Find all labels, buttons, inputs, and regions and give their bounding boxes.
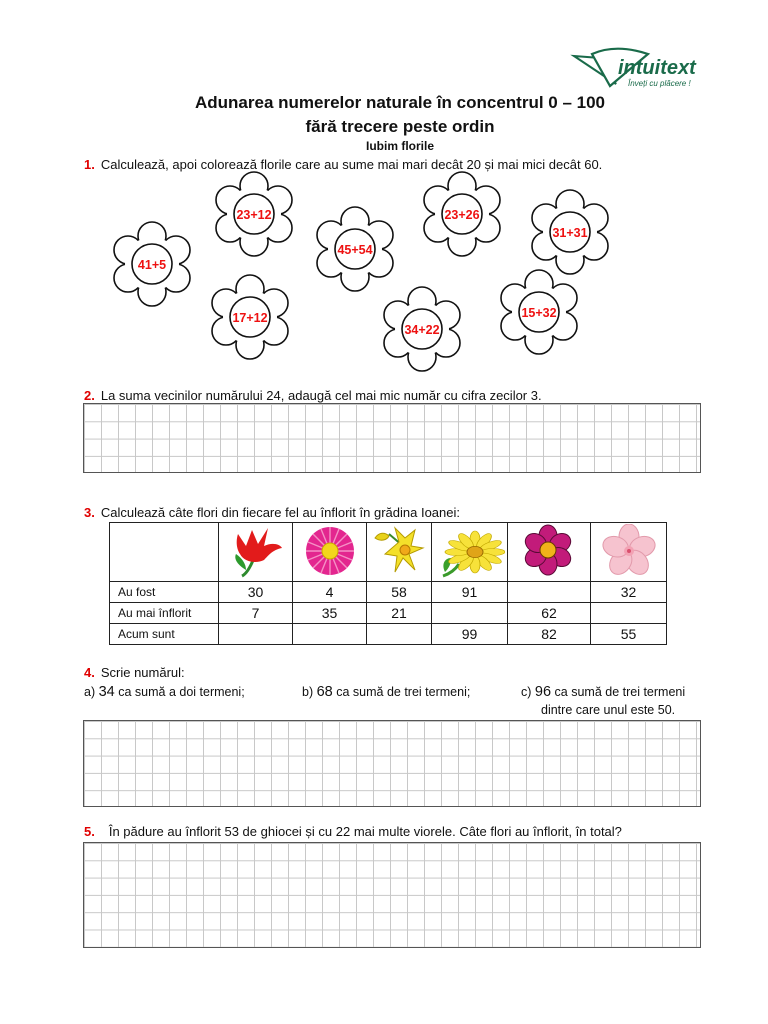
table-cell[interactable]: 21 — [367, 603, 432, 624]
table-cell[interactable] — [367, 624, 432, 645]
table-cell[interactable]: 30 — [219, 582, 293, 603]
zinnia-icon — [514, 524, 584, 578]
table-row-au-mai-inflorit — [110, 603, 667, 624]
worksheet-subtitle: Iubim florile — [365, 139, 434, 153]
table-cell[interactable] — [591, 603, 667, 624]
flower-4-expression: 41+5 — [137, 258, 167, 272]
table-cell[interactable] — [508, 582, 591, 603]
table-cell[interactable]: 91 — [432, 582, 508, 603]
table-cell[interactable] — [293, 624, 367, 645]
flower-7-expression: 34+22 — [404, 323, 440, 337]
part-a-number: 34 — [98, 684, 115, 700]
part-c-number: 96 — [534, 684, 552, 700]
flower-8[interactable] — [501, 270, 577, 354]
row-label: Au fost — [110, 582, 219, 603]
table-cell[interactable]: 35 — [293, 603, 367, 624]
flower-1[interactable] — [216, 172, 292, 256]
zinnia-cell — [508, 523, 591, 582]
task4-text: Scrie numărul: — [100, 665, 185, 680]
flower-3[interactable] — [532, 190, 608, 274]
flower-8-expression: 15+32 — [521, 306, 557, 320]
task4-part-c — [521, 684, 685, 700]
flower-6-expression: 17+12 — [232, 311, 268, 325]
task2-answer-grid[interactable] — [83, 403, 701, 473]
task2-text: La suma vecinilor numărului 24, adaugă cel mai mic număr cu cifra zecilor 3. — [100, 388, 542, 403]
task3-statement — [84, 505, 460, 520]
flower-2[interactable] — [424, 172, 500, 256]
flower-3-expression: 31+31 — [552, 226, 588, 240]
table-row-acum-sunt — [110, 624, 667, 645]
title-line2: fără trecere peste ordin — [305, 117, 495, 136]
daffodil-cell — [367, 523, 432, 582]
task4-part-b — [302, 684, 470, 700]
tulip-cell — [219, 523, 293, 582]
flowers-table — [109, 522, 667, 645]
row-label: Acum sunt — [110, 624, 219, 645]
table-corner-cell — [110, 523, 219, 582]
part-a-text: ca sumă a doi termeni; — [118, 685, 245, 699]
logo-text: intuitext — [618, 57, 696, 79]
flower-5[interactable] — [317, 207, 393, 291]
daisy-icon — [435, 524, 505, 578]
table-cell[interactable]: 4 — [293, 582, 367, 603]
table-cell[interactable]: 58 — [367, 582, 432, 603]
part-b-prefix: b) — [302, 685, 314, 699]
daisy-cell — [432, 523, 508, 582]
part-b-text: ca sumă de trei termeni; — [336, 685, 471, 699]
part-c-text: ca sumă de trei termeni — [554, 685, 686, 699]
row-label: Au mai înflorit — [110, 603, 219, 624]
flower-2-expression: 23+26 — [444, 208, 480, 222]
tulip-icon — [224, 524, 288, 578]
task2-statement — [84, 388, 542, 403]
table-cell[interactable]: 82 — [508, 624, 591, 645]
task1-text: Calculează, apoi colorează florile care au sume mai mari decât 20 și mai mici decât 60. — [100, 157, 603, 172]
part-b-number: 68 — [316, 684, 333, 700]
task4-part-a — [84, 684, 245, 700]
flower-5-expression: 45+54 — [337, 243, 373, 257]
task5-number: 5. — [84, 824, 95, 839]
table-cell[interactable] — [219, 624, 293, 645]
task5-answer-grid[interactable] — [83, 842, 701, 948]
table-cell[interactable]: 99 — [432, 624, 508, 645]
task2-number: 2. — [84, 388, 95, 403]
flower-6[interactable] — [212, 275, 288, 359]
task1-number: 1. — [84, 157, 95, 172]
table-cell[interactable]: 62 — [508, 603, 591, 624]
table-header-row — [110, 523, 667, 582]
table-cell[interactable]: 32 — [591, 582, 667, 603]
title-line1: Adunarea numerelor naturale în concentrul 0 – 100 — [194, 93, 606, 112]
part-a-prefix: a) — [84, 685, 96, 699]
task5-statement — [84, 824, 622, 839]
task4-number: 4. — [84, 665, 95, 680]
task5-text: În pădure au înflorit 53 de ghiocei și cu 22 mai multe viorele. Câte flori au înflorit, în total? — [108, 824, 622, 839]
table-cell[interactable]: 7 — [219, 603, 293, 624]
flower-1-expression: 23+12 — [236, 208, 272, 222]
gerbera-cell — [293, 523, 367, 582]
sakura-icon — [594, 524, 664, 578]
part-c-prefix: c) — [521, 685, 532, 699]
daffodil-icon — [369, 524, 429, 578]
task3-text: Calculează câte flori din fiecare fel au înflorit în grădina Ioanei: — [100, 505, 460, 520]
gerbera-icon — [298, 524, 362, 578]
table-row-au-fost — [110, 582, 667, 603]
task4-answer-grid[interactable] — [83, 720, 701, 807]
intuitext-logo — [570, 44, 730, 94]
logo-tagline: Înveți cu plăcere ! — [628, 79, 691, 88]
flowers-area — [0, 170, 768, 380]
task4-statement — [84, 665, 185, 680]
sakura-cell — [591, 523, 667, 582]
table-cell[interactable] — [432, 603, 508, 624]
flower-7[interactable] — [384, 287, 460, 371]
task3-number: 3. — [84, 505, 95, 520]
table-cell[interactable]: 55 — [591, 624, 667, 645]
task4-part-c-line2: dintre care unul este 50. — [541, 703, 676, 717]
flower-4[interactable] — [114, 222, 190, 306]
